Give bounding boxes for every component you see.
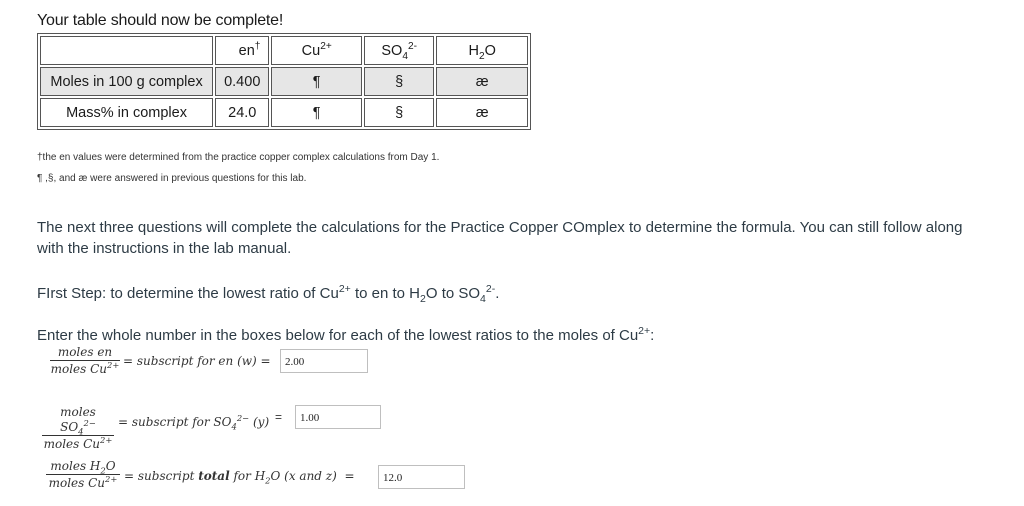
table-header-row: [40, 36, 528, 65]
denominator-cu: moles $Cu^{2+}$: [48, 474, 118, 490]
row-label-moles: Moles in 100 g complex: [40, 67, 213, 96]
denominator-cu: moles $Cu^{2+}$: [43, 435, 113, 451]
equation-en: = subscript for en (w) =: [123, 354, 271, 368]
col-header-cu: $Cu^{2+}$: [271, 36, 362, 65]
col-header-en: en†: [215, 36, 269, 65]
fraction-en: [50, 345, 120, 377]
table-row: [40, 98, 528, 127]
intro-paragraph: The next three questions will complete the calculations for the Practice Copper COmplex to determine the formula. You can still follow along with the instructions in the lab manual.: [37, 219, 963, 257]
cell-cu-moles: ¶: [271, 67, 362, 96]
cell-en-moles: 0.400: [215, 67, 269, 96]
first-step: [37, 283, 967, 304]
row-label-mass: Mass% in complex: [40, 98, 213, 127]
col-header-h2o: $H_2O$: [436, 36, 528, 65]
first-step-text: to determine the lowest ratio of $Cu^{2+}$ to en to $H_2O$ to $SO_4^{2-}$.: [110, 283, 500, 305]
fraction-h2o: [46, 459, 120, 491]
symbols-note: ¶ ,§, and æ were answered in previous questions for this lab.: [37, 173, 307, 184]
cell-h2o-mass: æ: [436, 98, 528, 127]
cell-h2o-moles: æ: [436, 67, 528, 96]
cell-en-mass: 24.0: [215, 98, 269, 127]
numerator-h2o: moles $H_2O$: [46, 459, 120, 475]
cell-so4-moles: §: [364, 67, 434, 96]
subscript-en-input[interactable]: 2.00: [280, 349, 368, 373]
page-title: Your table should now be complete!: [37, 12, 284, 29]
equation-h2o: = subscript total for $H_2O$ (x and z) =: [124, 469, 355, 486]
subscript-h2o-input[interactable]: 12.0: [378, 465, 465, 489]
subscript-so4-input[interactable]: 1.00: [295, 405, 381, 429]
equals-sign: =: [275, 410, 283, 424]
denominator-cu: moles $Cu^{2+}$: [50, 360, 120, 376]
cell-cu-mass: ¶: [271, 98, 362, 127]
cell-so4-mass: §: [364, 98, 434, 127]
col-header-so4: $SO_4^{2-}$: [364, 36, 434, 65]
dagger-note: †the en values were determined from the practice copper complex calculations from Day 1.: [37, 152, 440, 163]
equation-so4: = subscript for $SO_4^{2-}$ (y): [118, 413, 270, 432]
composition-table: [37, 33, 531, 130]
table-corner-cell: [40, 36, 213, 65]
enter-prompt: Enter the whole number in the boxes below for each of the lowest ratios to the moles of $Cu^{2+}$:: [37, 325, 655, 344]
first-step-label: FIrst Step:: [37, 285, 107, 302]
numerator-en: moles en: [50, 345, 120, 361]
table-row: [40, 67, 528, 96]
fraction-so4: [42, 405, 114, 452]
numerator-so4: moles $SO_4^{2-}$: [42, 405, 114, 436]
